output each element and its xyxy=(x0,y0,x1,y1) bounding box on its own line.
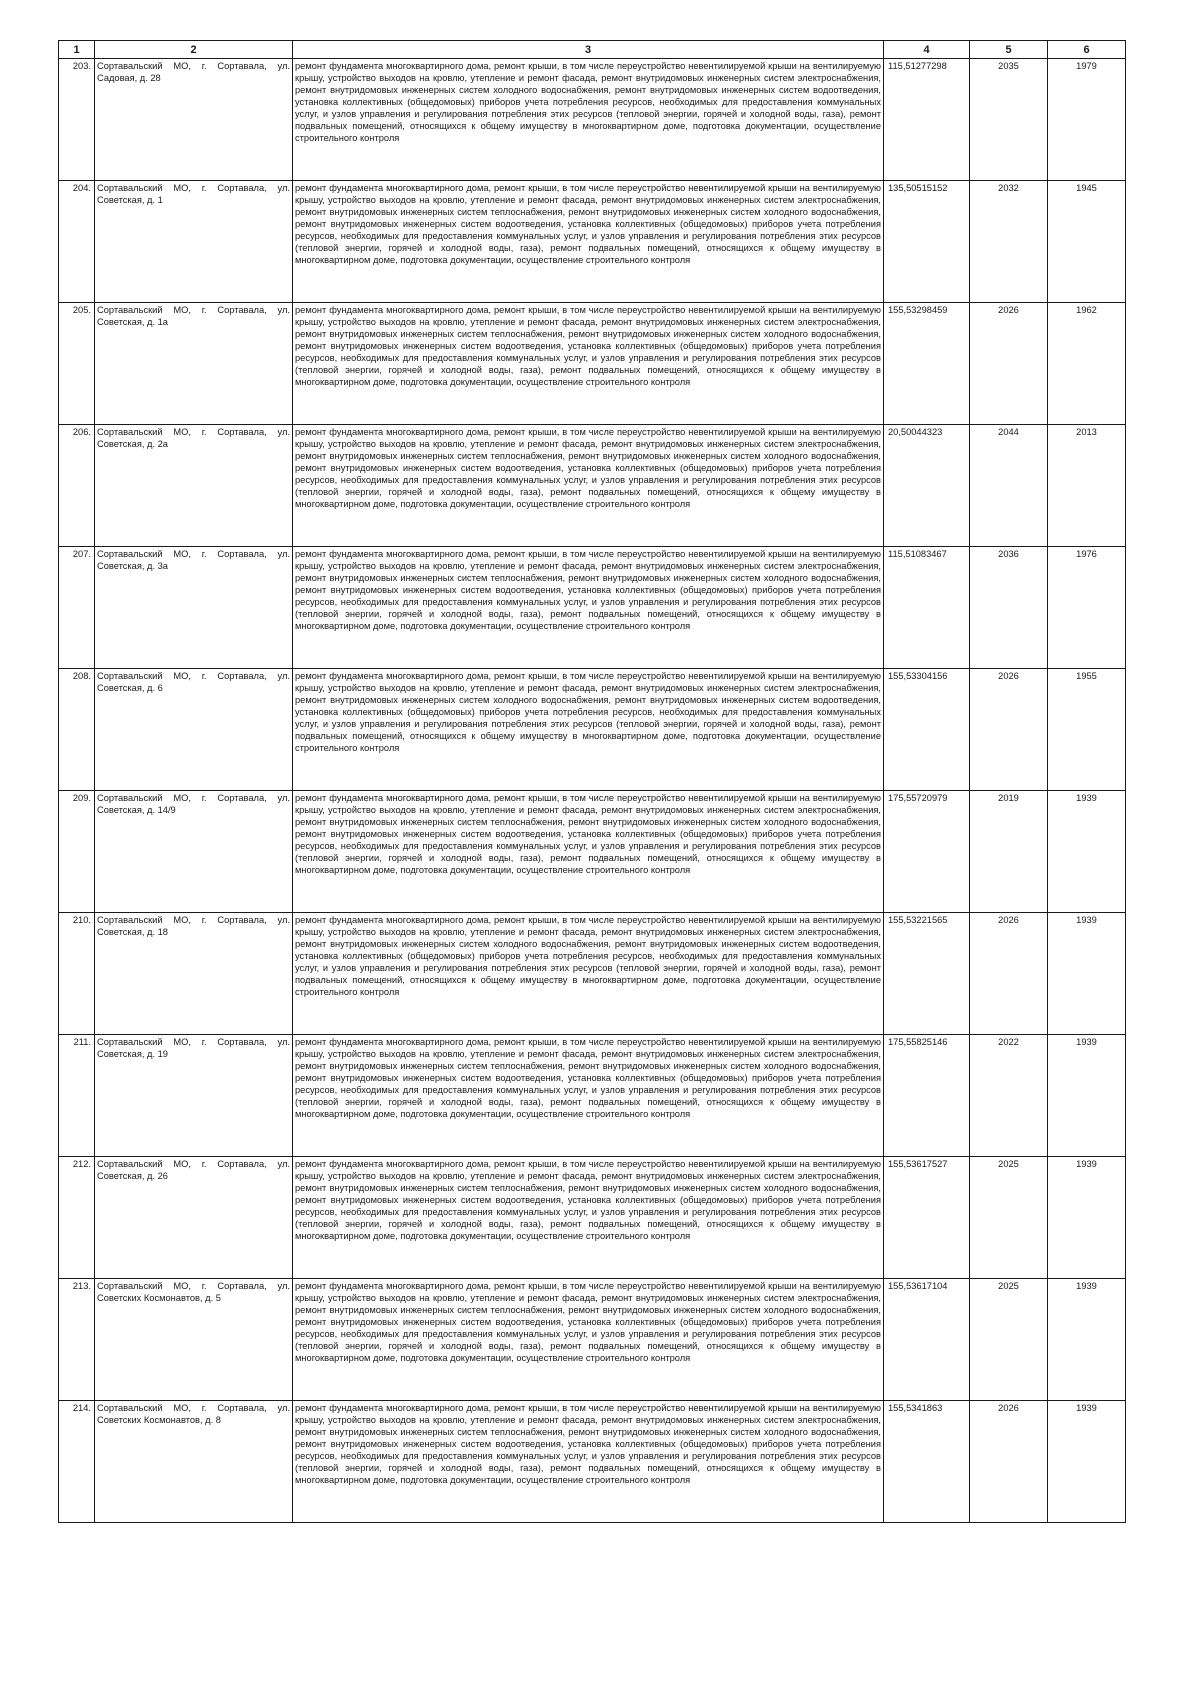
planned-year: 2026 xyxy=(970,303,1048,425)
house-address: Сортавальский МО, г. Сортавала, ул. Советская, д. 1а xyxy=(95,303,293,425)
build-year: 1976 xyxy=(1048,547,1126,669)
column-header-6: 6 xyxy=(1048,41,1126,59)
table-row xyxy=(59,1035,1126,1157)
house-address: Сортавальский МО, г. Сортавала, ул. Советская, д. 14/9 xyxy=(95,791,293,913)
table-row xyxy=(59,669,1126,791)
table-row xyxy=(59,791,1126,913)
column-header-2: 2 xyxy=(95,41,293,59)
repair-works: ремонт фундамента многоквартирного дома, ремонт крыши, в том числе переустройство невентилируемой крыши на вентилируемую крышу, устройство выходов на кровлю, утепление и ремонт фасада, ремонт внутридомовых инженерных систем электроснабжения, ремонт внутридомовых инженерных систем теплоснабжения, ремонт внутридомовых инженерных систем холодного водоснабжения, ремонт внутридомовых инженерных систем водоотведения, установка коллективных (общедомовых) приборов учета потребления ресурсов, необходимых для предоставления коммунальных услуг, и узлов управления и регулирования потребления этих ресурсов (тепловой энергии, горячей и холодной воды, газа), ремонт подвальных помещений, относящихся к общему имуществу в многоквартирном доме, подготовка документации, осуществление строительного контроля xyxy=(293,303,884,425)
planned-year: 2035 xyxy=(970,59,1048,181)
house-address: Сортавальский МО, г. Сортавала, ул. Советская, д. 1 xyxy=(95,181,293,303)
house-address: Сортавальский МО, г. Сортавала, ул. Советская, д. 6 xyxy=(95,669,293,791)
cost-value: 155,53304156 xyxy=(884,669,970,791)
build-year: 1955 xyxy=(1048,669,1126,791)
cost-value: 155,53221565 xyxy=(884,913,970,1035)
document-page xyxy=(58,40,1125,1523)
planned-year: 2026 xyxy=(970,669,1048,791)
row-number: 214. xyxy=(59,1401,95,1523)
row-number: 203. xyxy=(59,59,95,181)
repair-works: ремонт фундамента многоквартирного дома, ремонт крыши, в том числе переустройство невентилируемой крыши на вентилируемую крышу, устройство выходов на кровлю, утепление и ремонт фасада, ремонт внутридомовых инженерных систем электроснабжения, ремонт внутридомовых инженерных систем холодного водоснабжения, ремонт внутридомовых инженерных систем водоотведения, установка коллективных (общедомовых) приборов учета потребления ресурсов, необходимых для предоставления коммунальных услуг, и узлов управления и регулирования потребления этих ресурсов (тепловой энергии, горячей и холодной воды, газа), ремонт подвальных помещений, относящихся к общему имуществу в многоквартирном доме, подготовка документации, осуществление строительного контроля xyxy=(293,913,884,1035)
build-year: 1939 xyxy=(1048,1035,1126,1157)
row-number: 209. xyxy=(59,791,95,913)
table-row xyxy=(59,303,1126,425)
build-year: 1962 xyxy=(1048,303,1126,425)
build-year: 1939 xyxy=(1048,1157,1126,1279)
repair-works: ремонт фундамента многоквартирного дома, ремонт крыши, в том числе переустройство невентилируемой крыши на вентилируемую крышу, устройство выходов на кровлю, утепление и ремонт фасада, ремонт внутридомовых инженерных систем электроснабжения, ремонт внутридомовых инженерных систем теплоснабжения, ремонт внутридомовых инженерных систем холодного водоснабжения, ремонт внутридомовых инженерных систем водоотведения, установка коллективных (общедомовых) приборов учета потребления ресурсов, необходимых для предоставления коммунальных услуг, и узлов управления и регулирования потребления этих ресурсов (тепловой энергии, горячей и холодной воды, газа), ремонт подвальных помещений, относящихся к общему имуществу в многоквартирном доме, подготовка документации, осуществление строительного контроля xyxy=(293,1157,884,1279)
build-year: 1945 xyxy=(1048,181,1126,303)
repair-works: ремонт фундамента многоквартирного дома, ремонт крыши, в том числе переустройство невентилируемой крыши на вентилируемую крышу, устройство выходов на кровлю, утепление и ремонт фасада, ремонт внутридомовых инженерных систем электроснабжения, ремонт внутридомовых инженерных систем холодного водоснабжения, ремонт внутридомовых инженерных систем водоотведения, установка коллективных (общедомовых) приборов учета потребления ресурсов, необходимых для предоставления коммунальных услуг, и узлов управления и регулирования потребления этих ресурсов (тепловой энергии, горячей и холодной воды, газа), ремонт подвальных помещений, относящихся к общему имуществу в многоквартирном доме, подготовка документации, осуществление строительного контроля xyxy=(293,669,884,791)
row-number: 207. xyxy=(59,547,95,669)
build-year: 1939 xyxy=(1048,1279,1126,1401)
repair-program-table xyxy=(58,40,1126,1523)
planned-year: 2019 xyxy=(970,791,1048,913)
row-number: 213. xyxy=(59,1279,95,1401)
planned-year: 2044 xyxy=(970,425,1048,547)
cost-value: 175,55720979 xyxy=(884,791,970,913)
repair-works: ремонт фундамента многоквартирного дома, ремонт крыши, в том числе переустройство невентилируемой крыши на вентилируемую крышу, устройство выходов на кровлю, утепление и ремонт фасада, ремонт внутридомовых инженерных систем электроснабжения, ремонт внутридомовых инженерных систем теплоснабжения, ремонт внутридомовых инженерных систем холодного водоснабжения, ремонт внутридомовых инженерных систем водоотведения, установка коллективных (общедомовых) приборов учета потребления ресурсов, необходимых для предоставления коммунальных услуг, и узлов управления и регулирования потребления этих ресурсов (тепловой энергии, горячей и холодной воды, газа), ремонт подвальных помещений, относящихся к общему имуществу в многоквартирном доме, подготовка документации, осуществление строительного контроля xyxy=(293,181,884,303)
planned-year: 2022 xyxy=(970,1035,1048,1157)
planned-year: 2036 xyxy=(970,547,1048,669)
table-row xyxy=(59,913,1126,1035)
table-row xyxy=(59,1401,1126,1523)
house-address: Сортавальский МО, г. Сортавала, ул. Советских Космонавтов, д. 5 xyxy=(95,1279,293,1401)
cost-value: 115,51083467 xyxy=(884,547,970,669)
build-year: 2013 xyxy=(1048,425,1126,547)
table-row xyxy=(59,425,1126,547)
house-address: Сортавальский МО, г. Сортавала, ул. Советская, д. 3а xyxy=(95,547,293,669)
house-address: Сортавальский МО, г. Сортавала, ул. Советских Космонавтов, д. 8 xyxy=(95,1401,293,1523)
house-address: Сортавальский МО, г. Сортавала, ул. Советская, д. 26 xyxy=(95,1157,293,1279)
cost-value: 115,51277298 xyxy=(884,59,970,181)
column-header-1: 1 xyxy=(59,41,95,59)
repair-works: ремонт фундамента многоквартирного дома, ремонт крыши, в том числе переустройство невентилируемой крыши на вентилируемую крышу, устройство выходов на кровлю, утепление и ремонт фасада, ремонт внутридомовых инженерных систем электроснабжения, ремонт внутридомовых инженерных систем теплоснабжения, ремонт внутридомовых инженерных систем холодного водоснабжения, ремонт внутридомовых инженерных систем водоотведения, установка коллективных (общедомовых) приборов учета потребления ресурсов, необходимых для предоставления коммунальных услуг, и узлов управления и регулирования потребления этих ресурсов (тепловой энергии, горячей и холодной воды, газа), ремонт подвальных помещений, относящихся к общему имуществу в многоквартирном доме, подготовка документации, осуществление строительного контроля xyxy=(293,791,884,913)
build-year: 1939 xyxy=(1048,913,1126,1035)
cost-value: 155,53298459 xyxy=(884,303,970,425)
row-number: 212. xyxy=(59,1157,95,1279)
table-row xyxy=(59,1279,1126,1401)
column-header-4: 4 xyxy=(884,41,970,59)
cost-value: 20,50044323 xyxy=(884,425,970,547)
table-body xyxy=(59,59,1126,1523)
house-address: Сортавальский МО, г. Сортавала, ул. Садовая, д. 28 xyxy=(95,59,293,181)
house-address: Сортавальский МО, г. Сортавала, ул. Советская, д. 2а xyxy=(95,425,293,547)
planned-year: 2032 xyxy=(970,181,1048,303)
build-year: 1939 xyxy=(1048,791,1126,913)
repair-works: ремонт фундамента многоквартирного дома, ремонт крыши, в том числе переустройство невентилируемой крыши на вентилируемую крышу, устройство выходов на кровлю, утепление и ремонт фасада, ремонт внутридомовых инженерных систем электроснабжения, ремонт внутридомовых инженерных систем теплоснабжения, ремонт внутридомовых инженерных систем холодного водоснабжения, ремонт внутридомовых инженерных систем водоотведения, установка коллективных (общедомовых) приборов учета потребления ресурсов, необходимых для предоставления коммунальных услуг, и узлов управления и регулирования потребления этих ресурсов (тепловой энергии, горячей и холодной воды, газа), ремонт подвальных помещений, относящихся к общему имуществу в многоквартирном доме, подготовка документации, осуществление строительного контроля xyxy=(293,425,884,547)
table-row xyxy=(59,547,1126,669)
row-number: 206. xyxy=(59,425,95,547)
cost-value: 155,53617527 xyxy=(884,1157,970,1279)
row-number: 204. xyxy=(59,181,95,303)
row-number: 211. xyxy=(59,1035,95,1157)
planned-year: 2025 xyxy=(970,1157,1048,1279)
cost-value: 135,50515152 xyxy=(884,181,970,303)
column-header-3: 3 xyxy=(293,41,884,59)
row-number: 205. xyxy=(59,303,95,425)
repair-works: ремонт фундамента многоквартирного дома, ремонт крыши, в том числе переустройство невентилируемой крыши на вентилируемую крышу, устройство выходов на кровлю, утепление и ремонт фасада, ремонт внутридомовых инженерных систем электроснабжения, ремонт внутридомовых инженерных систем теплоснабжения, ремонт внутридомовых инженерных систем холодного водоснабжения, ремонт внутридомовых инженерных систем водоотведения, установка коллективных (общедомовых) приборов учета потребления ресурсов, необходимых для предоставления коммунальных услуг, и узлов управления и регулирования потребления этих ресурсов (тепловой энергии, горячей и холодной воды, газа), ремонт подвальных помещений, относящихся к общему имуществу в многоквартирном доме, подготовка документации, осуществление строительного контроля xyxy=(293,1035,884,1157)
planned-year: 2025 xyxy=(970,1279,1048,1401)
repair-works: ремонт фундамента многоквартирного дома, ремонт крыши, в том числе переустройство невентилируемой крыши на вентилируемую крышу, устройство выходов на кровлю, утепление и ремонт фасада, ремонт внутридомовых инженерных систем электроснабжения, ремонт внутридомовых инженерных систем теплоснабжения, ремонт внутридомовых инженерных систем холодного водоснабжения, ремонт внутридомовых инженерных систем водоотведения, установка коллективных (общедомовых) приборов учета потребления ресурсов, необходимых для предоставления коммунальных услуг, и узлов управления и регулирования потребления этих ресурсов (тепловой энергии, горячей и холодной воды, газа), ремонт подвальных помещений, относящихся к общему имуществу в многоквартирном доме, подготовка документации, осуществление строительного контроля xyxy=(293,1401,884,1523)
cost-value: 175,55825146 xyxy=(884,1035,970,1157)
table-row xyxy=(59,1157,1126,1279)
cost-value: 155,53617104 xyxy=(884,1279,970,1401)
house-address: Сортавальский МО, г. Сортавала, ул. Советская, д. 19 xyxy=(95,1035,293,1157)
planned-year: 2026 xyxy=(970,913,1048,1035)
house-address: Сортавальский МО, г. Сортавала, ул. Советская, д. 18 xyxy=(95,913,293,1035)
header-row xyxy=(59,41,1126,59)
repair-works: ремонт фундамента многоквартирного дома, ремонт крыши, в том числе переустройство невентилируемой крыши на вентилируемую крышу, устройство выходов на кровлю, утепление и ремонт фасада, ремонт внутридомовых инженерных систем электроснабжения, ремонт внутридомовых инженерных систем холодного водоснабжения, ремонт внутридомовых инженерных систем водоотведения, установка коллективных (общедомовых) приборов учета потребления ресурсов, необходимых для предоставления коммунальных услуг, и узлов управления и регулирования потребления этих ресурсов (тепловой энергии, горячей и холодной воды, газа), ремонт подвальных помещений, относящихся к общему имуществу в многоквартирном доме, подготовка документации, осуществление строительного контроля xyxy=(293,59,884,181)
column-header-5: 5 xyxy=(970,41,1048,59)
table-header xyxy=(59,41,1126,59)
repair-works: ремонт фундамента многоквартирного дома, ремонт крыши, в том числе переустройство невентилируемой крыши на вентилируемую крышу, устройство выходов на кровлю, утепление и ремонт фасада, ремонт внутридомовых инженерных систем электроснабжения, ремонт внутридомовых инженерных систем теплоснабжения, ремонт внутридомовых инженерных систем холодного водоснабжения, ремонт внутридомовых инженерных систем водоотведения, установка коллективных (общедомовых) приборов учета потребления ресурсов, необходимых для предоставления коммунальных услуг, и узлов управления и регулирования потребления этих ресурсов (тепловой энергии, горячей и холодной воды, газа), ремонт подвальных помещений, относящихся к общему имуществу в многоквартирном доме, подготовка документации, осуществление строительного контроля xyxy=(293,547,884,669)
build-year: 1979 xyxy=(1048,59,1126,181)
table-row xyxy=(59,181,1126,303)
table-row xyxy=(59,59,1126,181)
repair-works: ремонт фундамента многоквартирного дома, ремонт крыши, в том числе переустройство невентилируемой крыши на вентилируемую крышу, устройство выходов на кровлю, утепление и ремонт фасада, ремонт внутридомовых инженерных систем электроснабжения, ремонт внутридомовых инженерных систем теплоснабжения, ремонт внутридомовых инженерных систем холодного водоснабжения, ремонт внутридомовых инженерных систем водоотведения, установка коллективных (общедомовых) приборов учета потребления ресурсов, необходимых для предоставления коммунальных услуг, и узлов управления и регулирования потребления этих ресурсов (тепловой энергии, горячей и холодной воды, газа), ремонт подвальных помещений, относящихся к общему имуществу в многоквартирном доме, подготовка документации, осуществление строительного контроля xyxy=(293,1279,884,1401)
row-number: 208. xyxy=(59,669,95,791)
row-number: 210. xyxy=(59,913,95,1035)
cost-value: 155,5341863 xyxy=(884,1401,970,1523)
planned-year: 2026 xyxy=(970,1401,1048,1523)
build-year: 1939 xyxy=(1048,1401,1126,1523)
